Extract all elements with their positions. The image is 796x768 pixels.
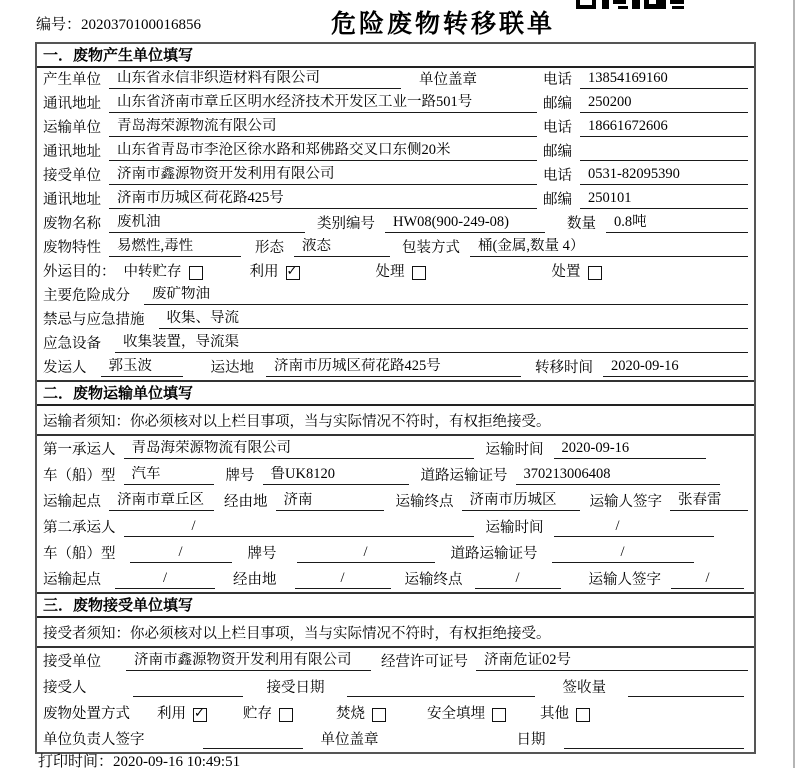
road-permit-value: 370213006408 (516, 466, 720, 485)
route-start-label: 运输起点 (43, 572, 101, 588)
option-label: 其他 (540, 706, 569, 722)
row-transfer-purpose (37, 260, 754, 284)
disposal-option (336, 706, 386, 723)
row-receiver-address (37, 188, 754, 212)
packing-value: 桶(金属,数量 4） (470, 238, 748, 257)
plate-label: 牌号 (247, 546, 277, 562)
route-via-label: 经由地 (224, 494, 268, 510)
carrier-sign-value: 张春雷 (670, 492, 748, 511)
waste-property-value: 易燃性,毒性 (109, 238, 241, 257)
second-carrier-label: 第二承运人 (43, 520, 116, 536)
row-vehicle-2 (37, 540, 754, 566)
section-2-title: 二．废物运输单位填写 (37, 382, 754, 406)
transporter-notice: 运输者须知：你必须核对以上栏目事项，当与实际情况不符时，有权拒绝接受。 (37, 406, 754, 436)
hazard-component-label: 主要危险成分 (43, 288, 130, 304)
row-waste-name (37, 212, 754, 236)
option-label: 安全填埋 (427, 706, 485, 722)
address-label: 通讯地址 (43, 144, 101, 160)
print-time-value: 2020-09-16 10:49:51 (113, 754, 241, 768)
row-shipper (37, 356, 754, 380)
purpose-option (124, 264, 203, 281)
hazard-component-value: 废矿物油 (144, 286, 748, 305)
transfer-time-label: 转移时间 (535, 360, 593, 376)
checkbox-icon (576, 708, 590, 722)
producer-unit-value: 山东省永信非织造材料有限公司 (109, 70, 401, 89)
serial-value: 2020370100016856 (81, 17, 202, 33)
disposal-method-label: 废物处置方式 (43, 706, 130, 722)
purpose-option (376, 264, 426, 281)
emergency-measures-value: 收集、导流 (159, 310, 749, 329)
option-label: 利用 (157, 706, 186, 722)
transfer-time-value: 2020-09-16 (603, 358, 748, 377)
doc-title: 危险废物转移联单 (331, 11, 556, 38)
transport-zip-value (580, 159, 748, 161)
carrier-sign-value: / (671, 570, 744, 589)
accept-date-label: 接受日期 (266, 680, 325, 696)
checkbox-icon (412, 266, 426, 280)
row-recipient (37, 674, 754, 700)
recipient-label: 接受人 (43, 680, 87, 696)
zip-label: 邮编 (543, 192, 572, 208)
phone-label: 电话 (543, 120, 572, 136)
transport-address-value: 山东省青岛市李沧区徐水路和郑佛路交叉口东侧20米 (109, 142, 537, 161)
print-time-label: 打印时间： (38, 754, 114, 768)
carrier-sign-label: 运输人签字 (589, 494, 662, 510)
producer-unit-label: 产生单位 (43, 72, 101, 88)
receiver-unit-value: 济南市鑫源物资开发利用有限公司 (109, 166, 537, 185)
form-label: 形态 (255, 240, 284, 256)
route-end-label: 运输终点 (395, 494, 454, 510)
received-qty-label: 签收量 (562, 680, 606, 696)
section-3-title: 三．废物接受单位填写 (37, 594, 754, 618)
section-transporter (37, 380, 754, 592)
producer-phone-value: 13854169160 (580, 70, 748, 89)
section-producer (37, 44, 754, 380)
route-via-label: 经由地 (233, 572, 277, 588)
route-end-label: 运输终点 (404, 572, 463, 588)
producer-address-value: 山东省济南市章丘区明水经济技术开发区工业一路501号 (109, 94, 537, 113)
checkbox-icon (189, 266, 203, 280)
shipper-label: 发运人 (43, 360, 87, 376)
emergency-measures-label: 禁忌与应急措施 (43, 312, 145, 328)
form-value: 液态 (294, 238, 390, 257)
option-label: 处理 (375, 264, 405, 280)
disposal-option (540, 706, 590, 723)
destination-label: 运达地 (210, 360, 254, 376)
route-via-value: 济南 (276, 492, 384, 511)
row-receiver-unit (37, 164, 754, 188)
destination-value: 济南市历城区荷花路425号 (266, 358, 521, 377)
plate-value: / (297, 544, 435, 563)
option-label: 处置 (551, 264, 581, 280)
option-label: 焚烧 (336, 706, 365, 722)
qr-code-partial-icon (576, 0, 686, 10)
transport-time-value: / (554, 518, 714, 537)
recipient-value (133, 695, 243, 697)
receiver-address-value: 济南市历城区荷花路425号 (109, 190, 537, 209)
road-permit-value: / (552, 544, 694, 563)
producer-zip-value: 250200 (580, 94, 748, 113)
route-via-value: / (295, 570, 391, 589)
disposal-option (427, 706, 506, 723)
carrier-sign-label: 运输人签字 (588, 572, 661, 588)
address-label: 通讯地址 (43, 192, 101, 208)
serial-label: 编号： (36, 17, 82, 33)
unit-stamp-label: 单位盖章 (320, 732, 379, 748)
option-label: 中转贮存 (123, 264, 182, 280)
accept-unit-value: 济南市鑫源物资开发利用有限公司 (126, 652, 371, 671)
unit-stamp-label: 单位盖章 (419, 72, 477, 88)
date-value (564, 747, 745, 749)
route-start-label: 运输起点 (43, 494, 101, 510)
first-carrier-label: 第一承运人 (43, 442, 116, 458)
transport-unit-value: 青岛海荣源物流有限公司 (109, 118, 537, 137)
transport-phone-value: 18661672606 (580, 118, 748, 137)
phone-label: 电话 (543, 72, 572, 88)
received-qty-value (628, 695, 744, 697)
row-waste-property (37, 236, 754, 260)
waste-name-value: 废机油 (109, 214, 305, 233)
transport-unit-label: 运输单位 (43, 120, 101, 136)
row-emergency-measures (37, 308, 754, 332)
row-producer-unit (37, 68, 754, 92)
purpose-option (552, 264, 602, 281)
responsible-sign-value (203, 747, 303, 749)
accept-date-value (347, 695, 535, 697)
row-transport-unit (37, 116, 754, 140)
plate-value: 鲁UK8120 (263, 466, 409, 485)
row-hazard-component (37, 284, 754, 308)
row-vehicle-1 (37, 462, 754, 488)
receiver-unit-label: 接受单位 (43, 168, 101, 184)
license-value: 济南危证02号 (476, 652, 748, 671)
print-time (38, 750, 240, 768)
option-label: 利用 (249, 264, 279, 280)
receiver-phone-value: 0531-82095390 (580, 166, 748, 185)
row-second-carrier (37, 514, 754, 540)
page-right-edge (793, 0, 795, 768)
transport-time-label: 运输时间 (485, 520, 544, 536)
serial-number (36, 13, 201, 34)
manifest-table (35, 42, 756, 754)
row-disposal-method (37, 700, 754, 726)
accept-unit-label: 接受单位 (43, 654, 101, 670)
second-carrier-value: / (124, 518, 474, 537)
route-end-value: / (475, 570, 561, 589)
section-1-title: 一．废物产生单位填写 (37, 44, 754, 68)
row-accept-unit (37, 648, 754, 674)
checkbox-icon (286, 266, 300, 280)
phone-label: 电话 (543, 168, 572, 184)
zip-label: 邮编 (543, 144, 572, 160)
vehicle-type-value: 汽车 (124, 466, 214, 485)
category-code-value: HW08(900-249-08) (385, 214, 545, 233)
road-permit-label: 道路运输证号 (420, 468, 508, 484)
plate-label: 牌号 (225, 468, 255, 484)
waste-property-label: 废物特性 (43, 240, 101, 256)
checkbox-icon (588, 266, 602, 280)
purpose-label: 外运目的： (43, 264, 116, 280)
shipper-value: 郭玉波 (101, 358, 183, 377)
row-first-carrier (37, 436, 754, 462)
receiver-notice: 接受者须知：你必须核对以上栏目事项，当与实际情况不符时，有权拒绝接受。 (37, 618, 754, 648)
row-emergency-equipment (37, 332, 754, 356)
purpose-option (250, 264, 300, 281)
transport-time-value: 2020-09-16 (554, 440, 706, 459)
checkbox-icon (372, 708, 386, 722)
license-label: 经营许可证号 (381, 654, 468, 670)
address-label: 通讯地址 (43, 96, 101, 112)
waste-name-label: 废物名称 (43, 216, 101, 232)
option-label: 贮存 (243, 706, 272, 722)
category-code-label: 类别编号 (317, 216, 375, 232)
packing-label: 包装方式 (402, 240, 460, 256)
route-start-value: 济南市章丘区 (109, 492, 214, 511)
row-producer-address (37, 92, 754, 116)
responsible-sign-label: 单位负责人签字 (43, 732, 145, 748)
row-responsible-signature (37, 726, 754, 752)
disposal-option (243, 706, 293, 723)
road-permit-label: 道路运输证号 (450, 546, 538, 562)
vehicle-type-value: / (130, 544, 232, 563)
row-route-2 (37, 566, 754, 592)
checkbox-icon (193, 708, 207, 722)
row-route-1 (37, 488, 754, 514)
transport-time-label: 运输时间 (485, 442, 544, 458)
emergency-equipment-label: 应急设备 (43, 336, 101, 352)
first-carrier-value: 青岛海荣源物流有限公司 (124, 440, 474, 459)
disposal-option (157, 706, 207, 723)
checkbox-icon (279, 708, 293, 722)
vehicle-type-label: 车（船）型 (43, 468, 116, 484)
section-receiver (37, 592, 754, 752)
vehicle-type-label: 车（船）型 (43, 546, 116, 562)
checkbox-icon (492, 708, 506, 722)
zip-label: 邮编 (543, 96, 572, 112)
route-start-value: / (115, 570, 215, 589)
route-end-value: 济南市历城区 (462, 492, 580, 511)
emergency-equipment-value: 收集装置，导流渠 (115, 334, 748, 353)
receiver-zip-value: 250101 (580, 190, 748, 209)
quantity-value: 0.8吨 (606, 214, 748, 233)
date-label: 日期 (516, 732, 546, 748)
row-transport-address (37, 140, 754, 164)
quantity-label: 数量 (567, 216, 596, 232)
